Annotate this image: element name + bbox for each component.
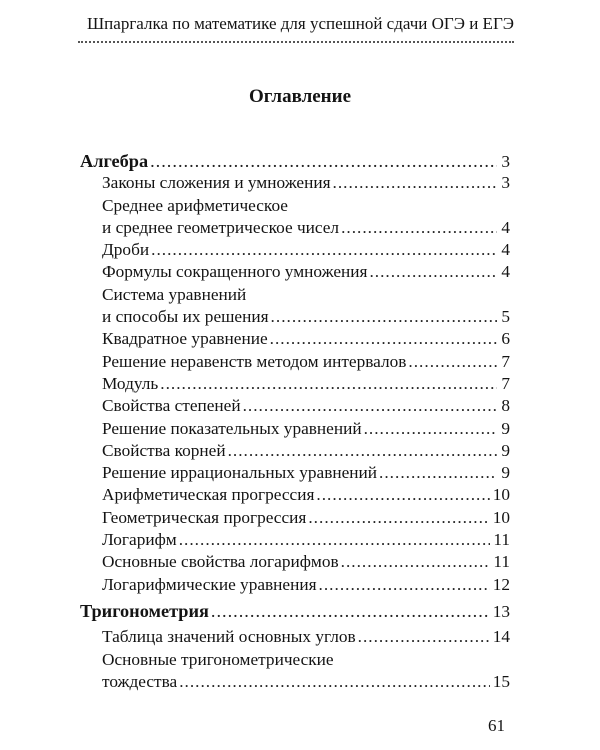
toc-page-number: 10 — [492, 507, 510, 527]
dot-leader — [379, 462, 497, 484]
toc-page-number: 7 — [501, 373, 510, 393]
toc-entry-label: Логарифм — [102, 530, 177, 550]
toc-page-number: 5 — [501, 307, 510, 327]
table-of-contents — [80, 150, 510, 693]
dot-leader — [364, 418, 497, 440]
toc-entry-label: Алгебра — [80, 151, 149, 171]
toc-entry[interactable] — [80, 529, 510, 551]
toc-section-algebra[interactable] — [80, 150, 510, 172]
toc-page-number: 9 — [501, 440, 510, 460]
toc-entry-label: Решение показательных уравнений — [102, 418, 362, 438]
toc-entry[interactable] — [80, 418, 510, 440]
toc-page-number: 6 — [501, 329, 510, 349]
toc-entry-label: Решение неравенств методом интервалов — [102, 351, 407, 371]
dot-leader — [341, 217, 497, 239]
toc-entry-multiline[interactable] — [80, 195, 510, 240]
toc-page-number: 3 — [501, 173, 510, 193]
dot-leader — [319, 574, 490, 596]
header-divider — [78, 41, 514, 43]
toc-page-number: 4 — [501, 217, 510, 237]
dot-leader — [308, 507, 489, 529]
toc-page-number: 4 — [501, 240, 510, 260]
toc-entry[interactable] — [80, 626, 510, 648]
toc-page-number: 15 — [492, 671, 510, 691]
dot-leader — [358, 626, 490, 648]
dot-leader — [341, 551, 491, 573]
toc-page-number: 3 — [501, 152, 510, 171]
toc-entry[interactable] — [80, 551, 510, 573]
toc-entry[interactable] — [80, 261, 510, 283]
toc-entry-label: Свойства степеней — [102, 396, 241, 416]
toc-entry[interactable] — [80, 239, 510, 261]
toc-page-number: 7 — [501, 351, 510, 371]
toc-page-number: 10 — [492, 485, 510, 505]
toc-entry[interactable] — [80, 574, 510, 596]
toc-entry-label: тождества — [102, 671, 178, 691]
dot-leader — [160, 373, 497, 395]
toc-page-number: 11 — [493, 552, 510, 572]
toc-entry[interactable] — [80, 462, 510, 484]
toc-entry[interactable] — [80, 395, 510, 417]
dot-leader — [179, 671, 490, 693]
toc-entry-label: Квадратное уравнение — [102, 329, 268, 349]
dot-leader — [333, 172, 497, 194]
toc-entry-label: Арифметическая прогрессия — [102, 485, 315, 505]
toc-entry-label: Дроби — [102, 240, 150, 260]
toc-page-number: 12 — [492, 574, 510, 594]
toc-entry-label: Таблица значений основных углов — [102, 627, 356, 647]
toc-page-number: 11 — [493, 530, 510, 550]
toc-entry-label: Законы сложения и умножения — [102, 173, 331, 193]
toc-entry[interactable] — [80, 507, 510, 529]
dot-leader — [271, 306, 497, 328]
dot-leader — [316, 484, 489, 506]
toc-title: Оглавление — [248, 86, 352, 107]
dot-leader — [228, 440, 497, 462]
dot-leader — [150, 150, 497, 172]
dot-leader — [151, 239, 497, 261]
toc-entry-label-line1: Среднее арифметическое — [102, 195, 288, 215]
toc-entry-multiline[interactable] — [80, 284, 510, 329]
toc-entry[interactable] — [80, 351, 510, 373]
dot-leader — [369, 261, 497, 283]
toc-entry-label-line1: Система уравнений — [102, 284, 247, 304]
toc-entry-label-line1: Основные тригонометрические — [102, 649, 334, 669]
toc-entry-label: Тригонометрия — [80, 600, 209, 621]
dot-leader — [243, 395, 497, 417]
dot-leader — [179, 529, 491, 551]
toc-entry-label: Формулы сокращенного умножения — [102, 262, 368, 282]
toc-entry-label: Геометрическая прогрессия — [102, 507, 307, 527]
toc-entry-label: и способы их решения — [102, 307, 269, 327]
toc-page-number: 4 — [501, 262, 510, 282]
toc-page-number: 9 — [501, 418, 510, 438]
toc-entry-label: Решение иррациональных уравнений — [102, 463, 378, 483]
dot-leader — [211, 600, 490, 622]
toc-entry-label: Основные свойства логарифмов — [102, 552, 339, 572]
toc-entry-label: Модуль — [102, 373, 159, 393]
toc-entry[interactable] — [80, 328, 510, 350]
toc-section-trigonometry[interactable] — [80, 600, 510, 622]
toc-page-number: 14 — [492, 627, 510, 647]
page-number: 61 — [488, 716, 505, 735]
toc-entry-label: Логарифмические уравнения — [102, 574, 317, 594]
toc-entry-label: Свойства корней — [102, 440, 226, 460]
toc-page-number: 13 — [492, 601, 510, 621]
running-header: Шпаргалка по математике для успешной сдачи ОГЭ и ЕГЭ — [87, 14, 514, 33]
toc-page-number: 8 — [501, 396, 510, 416]
toc-page-number: 9 — [501, 463, 510, 483]
dot-leader — [408, 351, 497, 373]
toc-entry-multiline[interactable] — [80, 649, 510, 694]
toc-entry-label: и среднее геометрическое чисел — [102, 217, 340, 237]
toc-entry[interactable] — [80, 373, 510, 395]
toc-entry[interactable] — [80, 440, 510, 462]
toc-entry[interactable] — [80, 172, 510, 194]
toc-entry[interactable] — [80, 484, 510, 506]
dot-leader — [270, 328, 497, 350]
